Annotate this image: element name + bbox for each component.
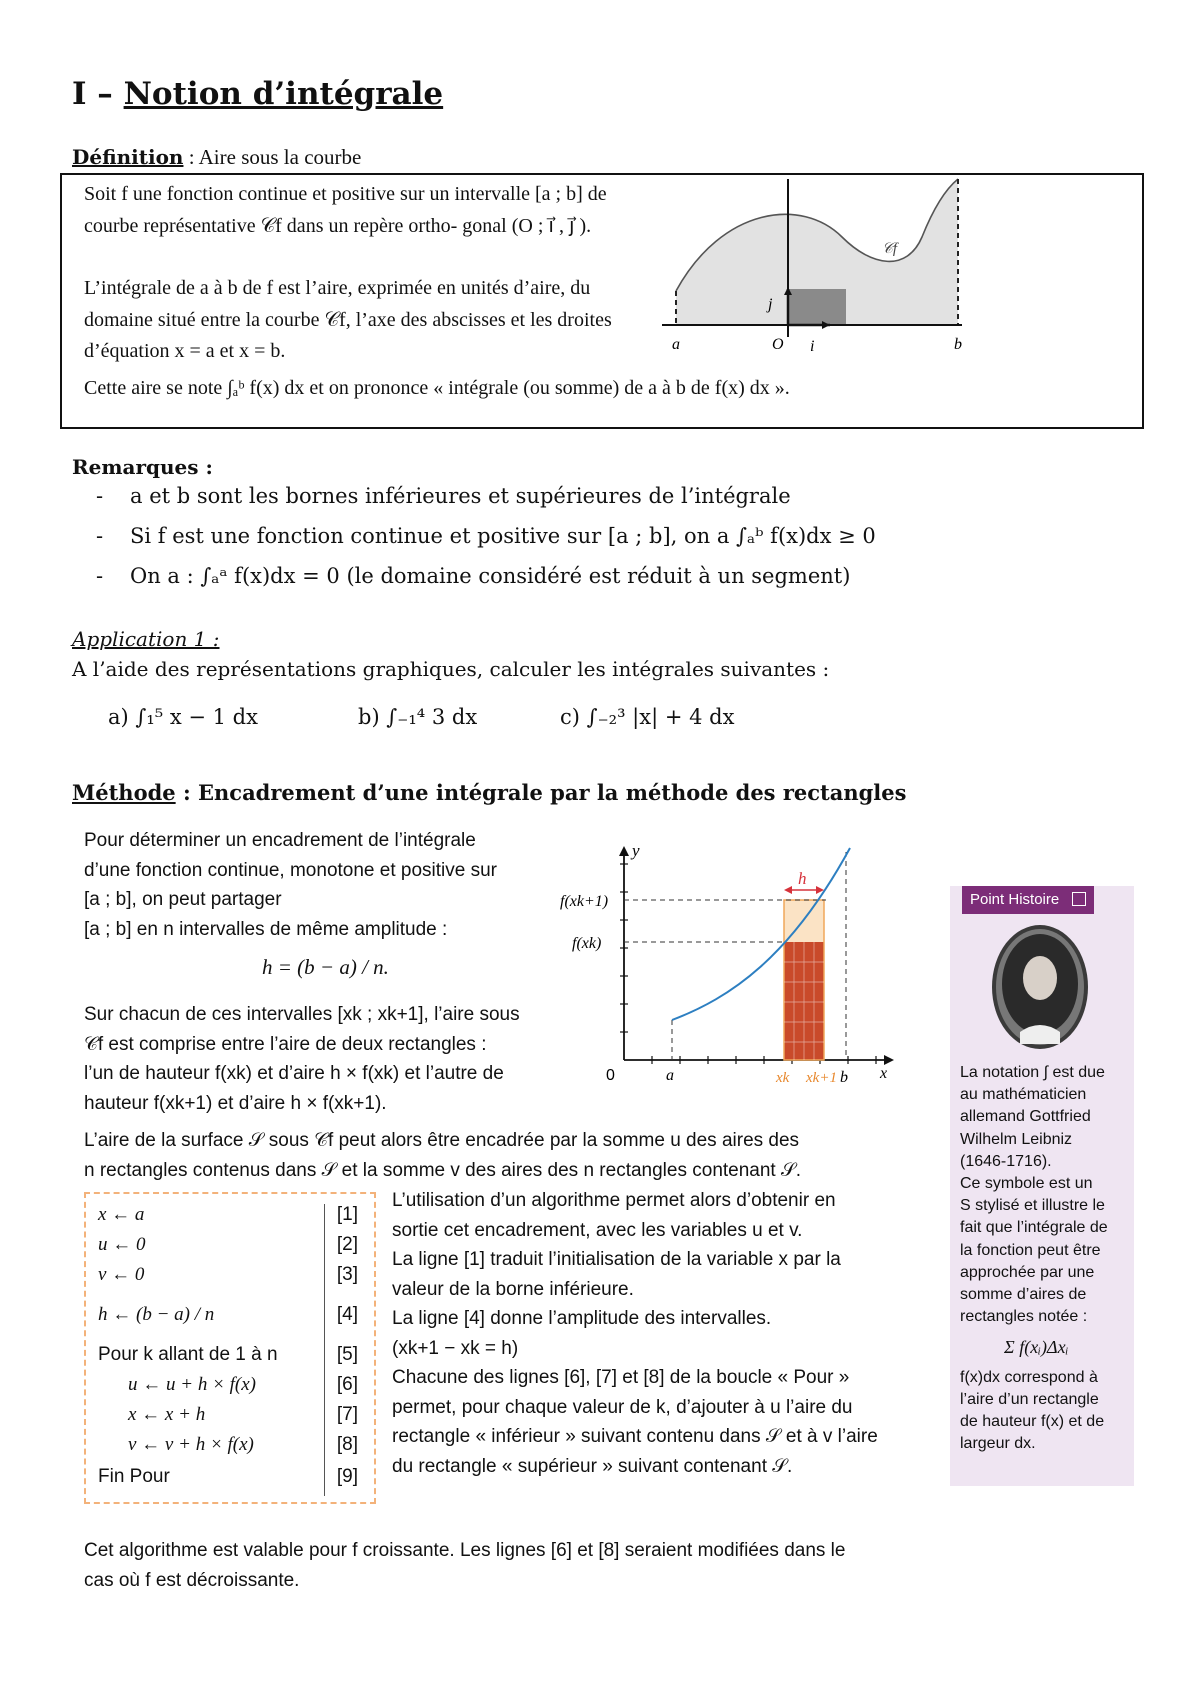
history-line: au mathématicien	[960, 1086, 1087, 1104]
algorithm-line-number: [4]	[336, 1304, 358, 1325]
method-intro-line: [a ; b] en n intervalles de même amplitude :	[84, 918, 448, 940]
history-tag	[962, 886, 1094, 914]
history-line: S stylisé et illustre le	[960, 1197, 1105, 1215]
algorithm-code: v ← v + h × f(x)	[128, 1434, 254, 1455]
application-label: Application 1 :	[72, 627, 220, 651]
history-line: La notation ∫ est due	[960, 1064, 1105, 1081]
history-line: Wilhelm Leibniz	[960, 1130, 1073, 1148]
axis-ticks	[620, 864, 876, 1064]
x-axis-arrow	[884, 1055, 894, 1065]
algorithm-line	[98, 1304, 364, 1328]
method-header	[72, 780, 906, 805]
history-line: la fonction peut être	[960, 1241, 1101, 1259]
definition-box	[60, 173, 1144, 429]
unit-square	[788, 289, 846, 325]
history-line: somme d’aires de	[960, 1286, 1087, 1304]
footer-line: Cet algorithme est valable pour f croissante. Les lignes [6] et [8] seraient modifiées dans le	[84, 1540, 846, 1561]
application-item-b: b) ∫₋₁⁴ 3 dx	[358, 705, 478, 729]
remark-item: - a et b sont les bornes inférieures et supérieures de l’intégrale	[96, 484, 791, 508]
rectangles-graph	[550, 838, 910, 1088]
algorithm-line	[98, 1466, 364, 1490]
remark-text: Si f est une fonction continue et positive sur [a ; b], on a ∫ₐᵇ f(x)dx ≥ 0	[130, 524, 876, 548]
algorithm-line	[98, 1264, 364, 1288]
method-intro-line: d’une fonction continue, monotone et positive sur	[84, 859, 497, 881]
book-icon	[1072, 892, 1086, 906]
history-line: approchée par une	[960, 1263, 1095, 1281]
history-text	[960, 1062, 1130, 1455]
algorithm-line-number: [2]	[336, 1234, 358, 1255]
method-full	[84, 1126, 904, 1185]
label-o: O	[772, 336, 784, 353]
algorithm-line-number: [6]	[336, 1374, 358, 1395]
history-line: allemand Gottfried	[960, 1108, 1091, 1126]
algorithm-line	[98, 1344, 364, 1368]
page-title	[72, 76, 443, 112]
remarks-list	[96, 484, 876, 604]
label-a: a	[672, 336, 680, 353]
algorithm-code: Fin Pour	[98, 1466, 170, 1487]
method-body-line: hauteur f(xk+1) et d’aire h × f(xk+1).	[84, 1092, 387, 1114]
definition-notation: Cette aire se note ∫ₐᵇ f(x) dx et on prononce « intégrale (ou somme) de a à b de f(x) dx ».	[84, 377, 790, 399]
remark-text: a et b sont les bornes inférieures et supérieures de l’intégrale	[130, 484, 791, 508]
method-intro-line: Pour déterminer un encadrement de l’intégrale	[84, 830, 476, 851]
history-line: fait que l’intégrale de	[960, 1219, 1108, 1237]
history-line: largeur dx.	[960, 1435, 1036, 1453]
label-a: a	[666, 1067, 674, 1084]
method-full-line: L’aire de la surface 𝒮 sous 𝒞f peut alors être encadrée par la somme u des aires des	[84, 1130, 800, 1151]
explanation-line: permet, pour chaque valeur de k, d’ajouter à u l’aire du	[392, 1396, 853, 1418]
leibniz-portrait	[990, 922, 1090, 1052]
algorithm-code: x ← a	[98, 1204, 145, 1225]
algorithm-line-number: [1]	[336, 1204, 358, 1225]
algorithm-line-number: [3]	[336, 1264, 358, 1285]
label-j: j⃗	[768, 296, 785, 313]
history-line: f(x)dx correspond à	[960, 1368, 1098, 1386]
history-tag-label: Point Histoire	[970, 891, 1060, 908]
definition-header	[72, 145, 361, 170]
explanation-line: valeur de la borne inférieure.	[392, 1278, 634, 1300]
explanation-line: La ligne [4] donne l’amplitude des intervalles.	[392, 1308, 772, 1329]
algorithm-line-number: [8]	[336, 1434, 358, 1455]
algorithm-code: Pour k allant de 1 à n	[98, 1344, 278, 1365]
explanation-line: L’utilisation d’un algorithme permet alors d’obtenir en	[392, 1190, 836, 1211]
title-main: Notion d’intégrale	[123, 76, 444, 112]
definition-para2: L’intégrale de a à b de f est l’aire, exprimée en unités d’aire, du domaine situé entre la courbe 𝒞f, l’axe des abscisses et les droites d’équation x = a et x = b.	[84, 277, 612, 362]
algorithm-footer	[84, 1536, 944, 1595]
application-item-c: c) ∫₋₂³ |x| + 4 dx	[560, 705, 735, 729]
algorithm-line	[98, 1374, 364, 1398]
label-i: i⃗	[810, 338, 827, 355]
history-line: (1646-1716).	[960, 1152, 1052, 1170]
label-x: x	[880, 1065, 888, 1082]
definition-label: Définition	[72, 145, 184, 169]
title-prefix: I –	[72, 76, 113, 112]
label-origin: 0	[606, 1067, 615, 1084]
algorithm-line-number: [5]	[336, 1344, 358, 1365]
method-intro-line: [a ; b], on peut partager	[84, 889, 282, 910]
algorithm-code: x ← x + h	[128, 1404, 206, 1425]
history-line: de hauteur f(x) et de	[960, 1413, 1105, 1431]
history-panel	[950, 886, 1134, 1486]
algorithm-code: h ← (b − a) / n	[98, 1304, 215, 1325]
method-formula: h = (b − a) / n.	[262, 955, 389, 979]
algorithm-code: u ← 0	[98, 1234, 146, 1255]
method-full-line: n rectangles contenus dans 𝒮 et la somme v des aires des n rectangles contenant 𝒮.	[84, 1159, 801, 1181]
algorithm-line	[98, 1234, 364, 1258]
application-item-a: a) ∫₁⁵ x − 1 dx	[108, 705, 258, 729]
algorithm-box	[84, 1192, 376, 1504]
definition-subtitle: : Aire sous la courbe	[183, 145, 362, 169]
method-body-line: l’un de hauteur f(xk) et d’aire h × f(xk) et l’autre de	[84, 1063, 504, 1084]
explanation-line: Chacune des lignes [6], [7] et [8] de la boucle « Pour »	[392, 1367, 850, 1388]
algorithm-line	[98, 1434, 364, 1458]
remark-item: - Si f est une fonction continue et positive sur [a ; b], on a ∫ₐᵇ f(x)dx ≥ 0	[96, 524, 876, 548]
algorithm-line-number: [7]	[336, 1404, 358, 1425]
remark-text: On a : ∫ₐᵃ f(x)dx = 0 (le domaine considéré est réduit à un segment)	[130, 564, 851, 588]
footer-line: cas où f est décroissante.	[84, 1569, 300, 1591]
explanation-line: du rectangle « supérieur » suivant contenant 𝒮.	[392, 1455, 793, 1477]
label-fxk1: f(xk+1)	[560, 893, 609, 910]
label-xk: xk	[776, 1070, 790, 1086]
algorithm-code: u ← u + h × f(x)	[128, 1374, 257, 1395]
method-body-line: 𝒞f est comprise entre l’aire de deux rectangles :	[84, 1033, 487, 1055]
label-b: b	[840, 1069, 848, 1086]
definition-para1: Soit f une fonction continue et positive sur un intervalle [a ; b] de courbe représentative 𝒞f dans un repère ortho- gonal (O ; i⃗ , j⃗ ).	[84, 183, 607, 237]
explanation-line: sortie cet encadrement, avec les variables u et v.	[392, 1219, 803, 1241]
application-instruction: A l’aide des représentations graphiques, calculer les intégrales suivantes :	[72, 657, 830, 681]
algorithm-explanation	[392, 1186, 912, 1481]
remark-item: - On a : ∫ₐᵃ f(x)dx = 0 (le domaine considéré est réduit à un segment)	[96, 564, 851, 588]
algorithm-line	[98, 1204, 364, 1228]
label-h: h	[798, 869, 807, 888]
label-y: y	[632, 841, 640, 860]
label-cf: 𝒞f	[882, 241, 898, 257]
history-line: l’aire d’un rectangle	[960, 1390, 1099, 1408]
history-line: Ce symbole est un	[960, 1175, 1093, 1193]
y-axis-arrow	[619, 846, 629, 856]
explanation-line: rectangle « inférieur » suivant contenu dans 𝒮 et à v l’aire	[392, 1426, 878, 1447]
sum-formula: Σ f(xᵢ)Δxᵢ	[1004, 1337, 1069, 1358]
algorithm-line-number: [9]	[336, 1466, 358, 1487]
algorithm-line	[98, 1404, 364, 1428]
face	[1023, 956, 1057, 1000]
label-fxk: f(xk)	[572, 935, 602, 952]
h-arrow-left	[784, 886, 792, 894]
history-line: rectangles notée :	[960, 1308, 1088, 1326]
method-label: Méthode	[72, 780, 176, 805]
method-body	[84, 1000, 554, 1118]
algorithm-code: v ← 0	[98, 1264, 145, 1285]
explanation-line: La ligne [1] traduit l’initialisation de la variable x par la	[392, 1249, 841, 1270]
label-xk1: xk+1	[806, 1070, 837, 1086]
remarks-label: Remarques :	[72, 455, 213, 479]
explanation-line: (xk+1 − xk = h)	[392, 1337, 519, 1359]
definition-graph	[602, 177, 982, 362]
method-title: : Encadrement d’une intégrale par la méthode des rectangles	[175, 780, 907, 805]
label-b: b	[954, 336, 962, 353]
method-body-line: Sur chacun de ces intervalles [xk ; xk+1], l’aire sous	[84, 1004, 520, 1025]
method-intro	[84, 826, 544, 944]
